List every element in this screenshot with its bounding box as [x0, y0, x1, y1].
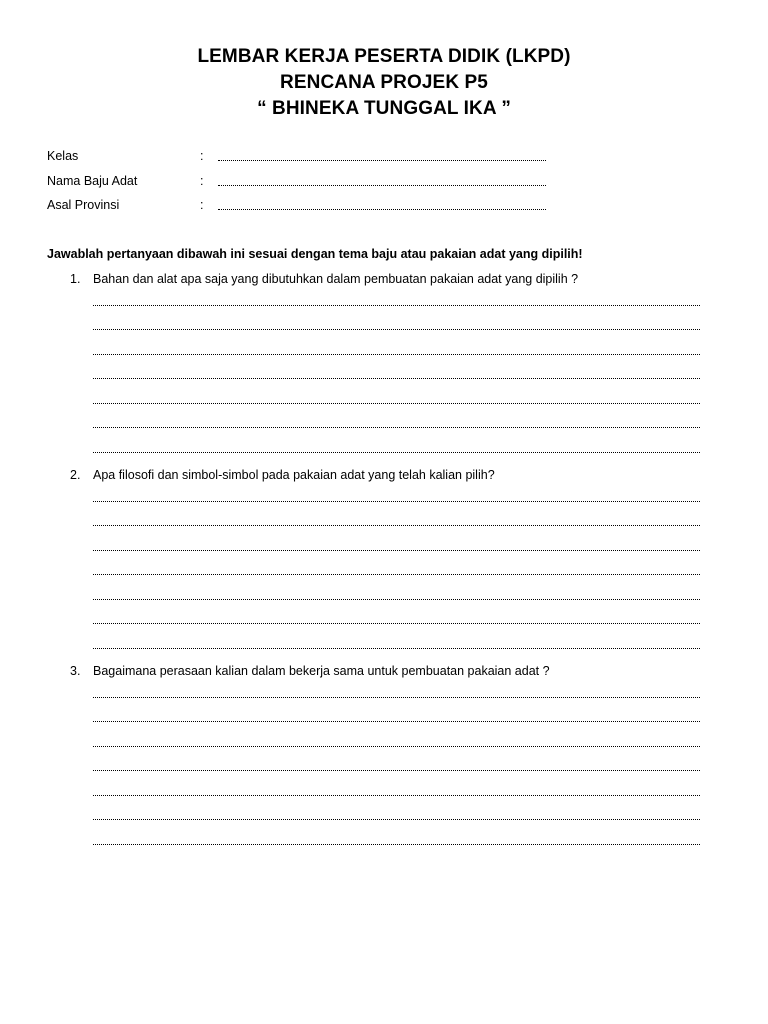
answer-line[interactable] [93, 623, 700, 624]
project-theme: “ BHINEKA TUNGGAL IKA ” [257, 98, 511, 119]
answer-line[interactable] [93, 599, 700, 600]
answer-line[interactable] [93, 427, 700, 428]
answer-line[interactable] [93, 574, 700, 575]
answer-line[interactable] [93, 305, 700, 306]
question-text: Bagaimana perasaan kalian dalam bekerja sama untuk pembuatan pakaian adat ? [93, 664, 550, 678]
answer-line[interactable] [93, 697, 700, 698]
answer-line[interactable] [93, 648, 700, 649]
answer-line[interactable] [93, 354, 700, 355]
instruction-text: Jawablah pertanyaan dibawah ini sesuai dengan tema baju atau pakaian adat yang dipilih! [47, 247, 583, 261]
question-text: Bahan dan alat apa saja yang dibutuhkan dalam pembuatan pakaian adat yang dipilih ? [93, 272, 579, 286]
question-number: 1. [70, 272, 81, 286]
answer-line[interactable] [93, 452, 700, 453]
answer-line[interactable] [93, 378, 700, 379]
field-label: Kelas [47, 149, 79, 163]
title-block [0, 44, 768, 122]
page-title: LEMBAR KERJA PESERTA DIDIK (LKPD) [197, 46, 571, 67]
question-number: 3. [70, 664, 81, 678]
identity-fields [47, 146, 727, 220]
answer-line[interactable] [93, 770, 700, 771]
question-text: Apa filosofi dan simbol-simbol pada pakaian adat yang telah kalian pilih? [93, 468, 495, 482]
answer-line[interactable] [93, 550, 700, 551]
answer-line[interactable] [93, 819, 700, 820]
answer-line[interactable] [93, 795, 700, 796]
nama-baju-adat-input-line[interactable] [218, 171, 546, 186]
answer-line[interactable] [93, 525, 700, 526]
asal-provinsi-input-line[interactable] [218, 195, 546, 210]
field-colon: : [200, 173, 204, 188]
field-colon: : [200, 149, 204, 163]
field-asal-provinsi [47, 195, 727, 220]
answer-line[interactable] [93, 844, 700, 845]
kelas-input-line[interactable] [218, 146, 546, 161]
field-label: Asal Provinsi [47, 198, 120, 212]
answer-line[interactable] [93, 403, 700, 404]
answer-line[interactable] [93, 501, 700, 502]
answer-line[interactable] [93, 329, 700, 330]
field-nama-baju-adat [47, 171, 727, 196]
answer-line[interactable] [93, 746, 700, 747]
question-number: 2. [70, 468, 81, 482]
field-kelas [47, 146, 727, 171]
field-label: Nama Baju Adat [47, 173, 138, 188]
field-colon: : [200, 198, 204, 212]
answer-line[interactable] [93, 721, 700, 722]
page-subtitle: RENCANA PROJEK P5 [280, 72, 488, 93]
